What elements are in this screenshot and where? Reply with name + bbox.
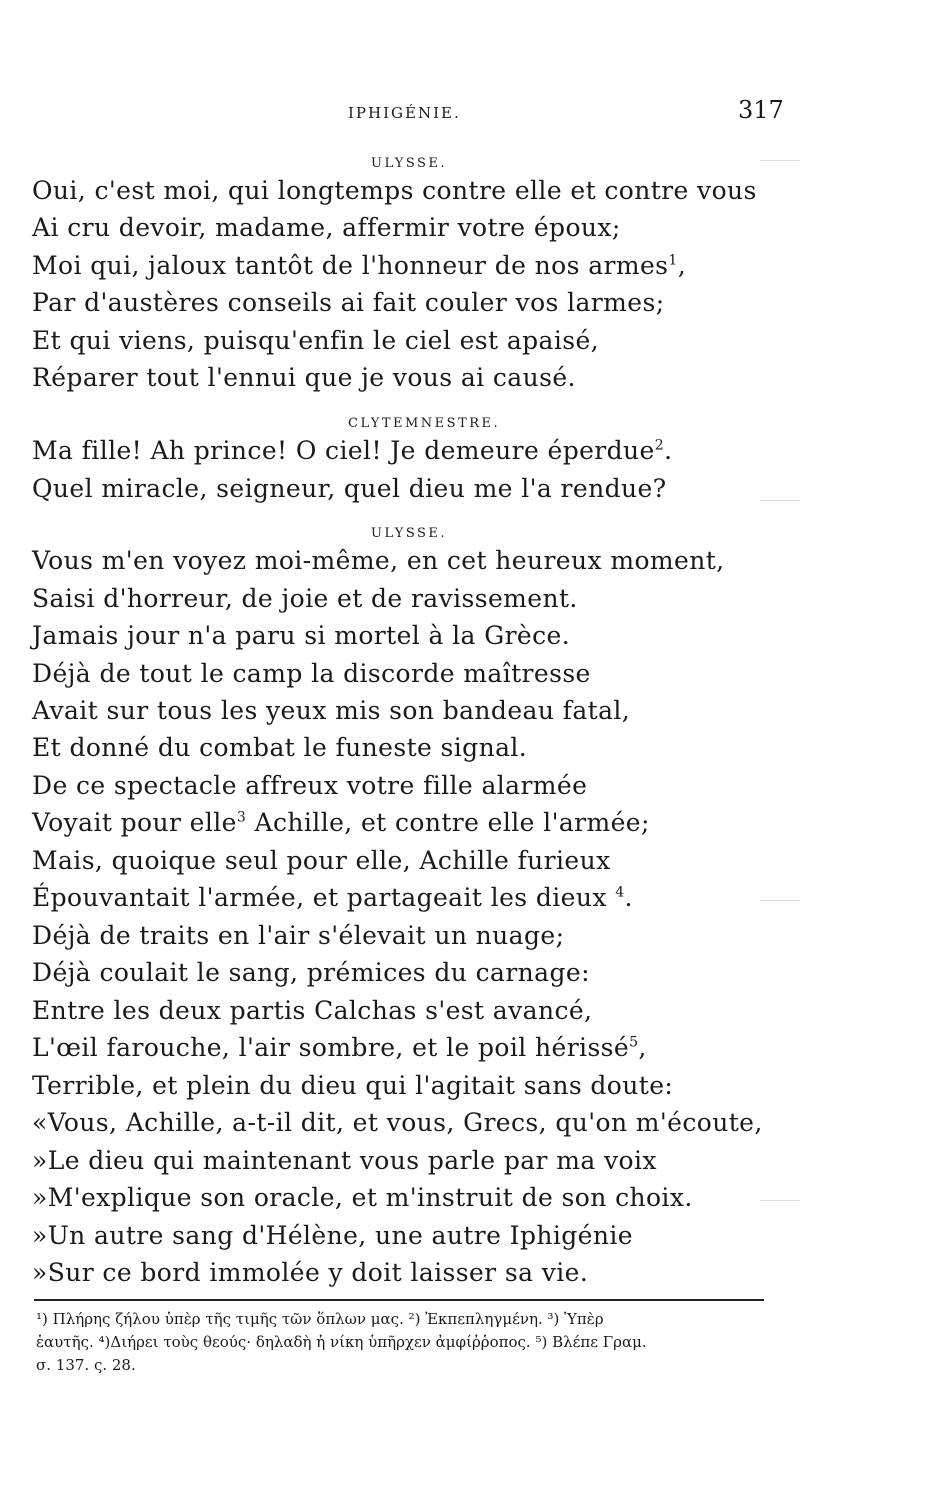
speaker-name: CLYTEMNESTRE. [348,416,501,431]
footnote-marker: 5 [629,1034,639,1051]
verse-line: Mais, quoique seul pour elle, Achille furieux [32,846,611,875]
footnote-rule [34,1299,764,1301]
bleed-through-mark [760,1200,800,1201]
verse-line: Et qui viens, puisqu'enfin le ciel est apaisé, [32,326,599,355]
verse-line: Et donné du combat le funeste signal. [32,733,528,762]
verse-line: Vous m'en voyez moi-même, en cet heureux moment, [32,546,725,575]
verse-line: »Un autre sang d'Hélène, une autre Iphigénie [32,1221,633,1250]
verse-line: Épouvantait l'armée, et partageait les dieux $^4$. [32,883,633,912]
verse-line: »M'explique son oracle, et m'instruit de son choix. [32,1183,693,1212]
running-title: IPHIGÉNIE. [348,104,461,122]
bleed-through-mark [760,160,800,161]
verse-line: «Vous, Achille, a-t-il dit, et vous, Grecs, qu'on m'écoute, [32,1108,763,1137]
footnotes [36,1308,766,1377]
verse-line: Jamais jour n'a paru si mortel à la Grèce. [32,621,571,650]
verse-line: Quel miracle, seigneur, quel dieu me l'a rendue? [32,474,667,503]
verse-line: Oui, c'est moi, qui longtemps contre elle et contre vous [32,176,757,205]
footnote-line: ¹) Πλήρης ζήλου ὑπὲρ τῆς τιμῆς τῶν ὅπλων μας. ²) Ἐκπεπληγμένη. ³) Ὑπὲρ [36,1310,604,1328]
footnote-line: σ. 137. ς. 28. [36,1356,136,1374]
verse-line: Entre les deux partis Calchas s'est avancé, [32,996,593,1025]
verse-line: Ai cru devoir, madame, affermir votre époux; [32,213,621,242]
footnote-marker: 2 [654,437,665,454]
verse-line: Avait sur tous les yeux mis son bandeau fatal, [32,696,631,725]
verse-line: Déjà de tout le camp la discorde maîtresse [32,659,591,688]
verse-line: »Sur ce bord immolée y doit laisser sa vie. [32,1258,589,1287]
verse-line: Par d'austères conseils ai fait couler vos larmes; [32,288,665,317]
footnote-marker: 3 [236,809,247,826]
verse-line: Voyait pour elle$^3$ Achille, et contre elle l'armée; [32,808,650,837]
footnote-marker: 1 [668,252,678,269]
verse-line: Réparer tout l'ennui que je vous ai causé. [32,363,576,392]
verse-line: Déjà coulait le sang, prémices du carnage: [32,958,590,987]
verse-line: Moi qui, jaloux tantôt de l'honneur de nos armes$^1$, [32,251,687,280]
speaker-name: ULYSSE. [371,526,448,541]
footnote-line: ἑαυτῆς. ⁴)Διήρει τοὺς θεούς· δηλαδὴ ἡ νίκη ὑπῆρχεν ἀμφίῤῥοπος. ⁵) Βλέπε Γραμ. [36,1333,647,1351]
verse-line: L'œil farouche, l'air sombre, et le poil hérissé$^5$, [32,1033,647,1062]
verse-line: Saisi d'horreur, de joie et de ravissement. [32,584,578,613]
verse-line: »Le dieu qui maintenant vous parle par ma voix [32,1146,657,1175]
bleed-through-mark [760,500,800,501]
verse-line: Déjà de traits en l'air s'élevait un nuage; [32,921,565,950]
page-number: 317 [738,96,784,124]
speaker-name: ULYSSE. [371,156,448,171]
footnote-marker: 4 [615,884,625,901]
verse-line: Terrible, et plein du dieu qui l'agitait sans doute: [32,1071,674,1100]
verse-line: Ma fille! Ah prince! O ciel! Je demeure éperdue$^2$. [32,436,673,465]
bleed-through-mark [760,900,800,901]
verse-line: De ce spectacle affreux votre fille alarmée [32,771,588,800]
